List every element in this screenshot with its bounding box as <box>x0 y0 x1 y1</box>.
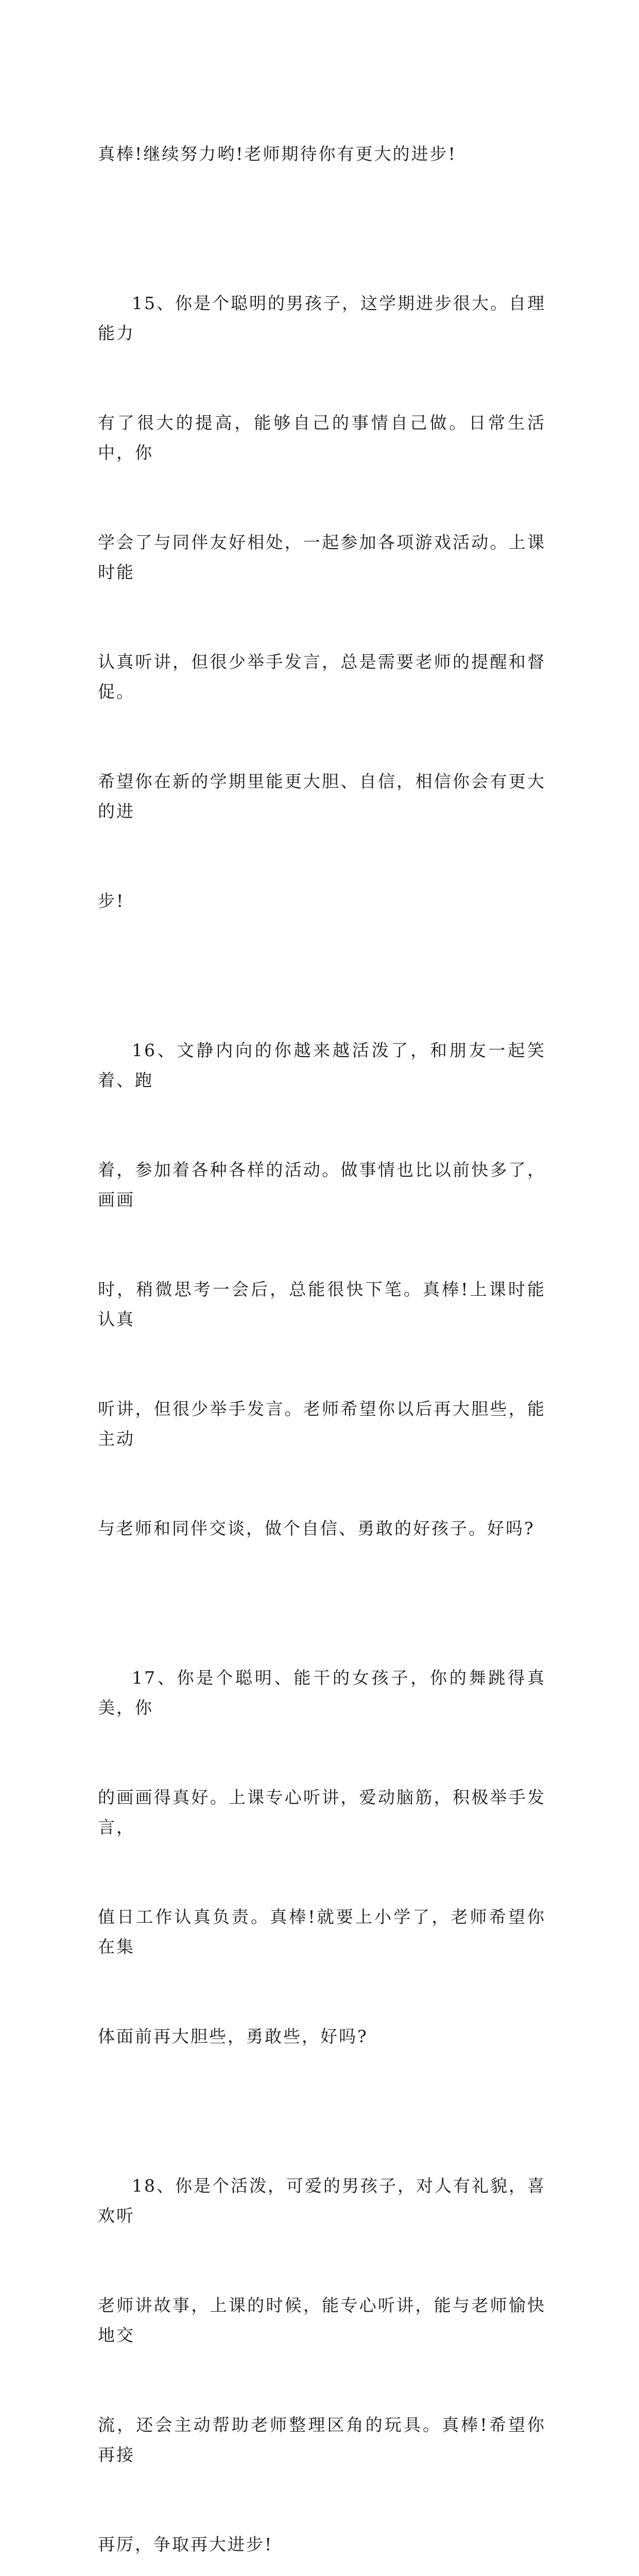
text-line: 步! <box>98 891 125 911</box>
text-line: 17、你是个聪明、能干的女孩子，你的舞跳得真美，你 <box>98 1668 546 1718</box>
document-body <box>98 79 546 2576</box>
text-line: 时，稍微思考一会后，总能很快下笔。真棒!上课时能认真 <box>98 1279 546 1329</box>
paragraph-16 <box>98 976 546 1603</box>
text-line: 与老师和同伴交谈，做个自信、勇敢的好孩子。好吗? <box>98 1518 535 1538</box>
text-line: 老师讲故事，上课的时候，能专心听讲，能与老师愉快地交 <box>98 2295 546 2345</box>
text-line: 值日工作认真负责。真棒!就要上小学了，老师希望你在集 <box>98 1907 546 1957</box>
text-line: 有了很大的提高，能够自己的事情自己做。日常生活中，你 <box>98 413 546 463</box>
paragraph-15 <box>98 229 546 976</box>
text-line: 18、你是个活泼，可爱的男孩子，对人有礼貌，喜欢听 <box>98 2176 546 2226</box>
text-line: 听讲，但很少举手发言。老师希望你以后再大胆些，能主动 <box>98 1399 546 1449</box>
paragraph-18 <box>98 2111 546 2576</box>
text-line: 16、文静内向的你越来越活泼了，和朋友一起笑着、跑 <box>98 1040 546 1090</box>
paragraph-17 <box>98 1603 546 2111</box>
text-line: 流，还会主动帮助老师整理区角的玩具。真棒!希望你再接 <box>98 2415 546 2465</box>
text-line: 着，参加着各种各样的活动。做事情也比以前快多了，画画 <box>98 1160 546 1210</box>
text-line: 学会了与同伴友好相处，一起参加各项游戏活动。上课时能 <box>98 532 546 582</box>
text-line: 体面前再大胆些，勇敢些，好吗? <box>98 2026 368 2046</box>
text-line: 再厉，争取再大进步! <box>98 2534 273 2554</box>
text-line: 的画画得真好。上课专心听讲，爱动脑筋，积极举手发言， <box>98 1787 546 1837</box>
text-line: 真棒!继续努力哟!老师期待你有更大的进步! <box>98 144 457 164</box>
text-line: 认真听讲，但很少举手发言，总是需要老师的提醒和督促。 <box>98 652 546 702</box>
text-line: 希望你在新的学期里能更大胆、自信，相信你会有更大的进 <box>98 771 546 821</box>
text-line: 15、你是个聪明的男孩子，这学期进步很大。自理能力 <box>98 293 546 343</box>
paragraph-continuation <box>98 79 546 229</box>
